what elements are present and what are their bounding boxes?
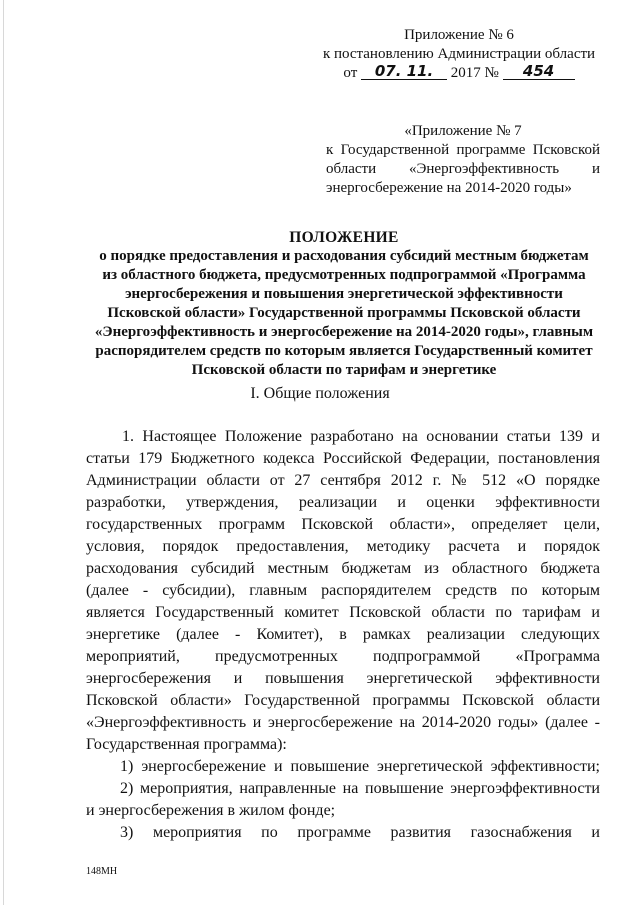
body-line: разработки, утверждения, реализации и оценки эффективности (86, 494, 600, 511)
footer-code: 148МН (86, 866, 118, 877)
amendment-line-4: энергосбережение на 2014-2020 годы» (326, 180, 572, 196)
approval-resolution-ref: к постановлению Администрации области (322, 46, 596, 62)
body-line: «Энергоэффективность и энергосбережение на 2014-2020 годы» (далее - (86, 714, 600, 731)
body-line: расходования субсидий местным бюджетам из областного бюджета (86, 560, 600, 577)
title-heading: ПОЛОЖЕНИЕ (289, 229, 399, 246)
body-line: 3) мероприятия по программе развития газоснабжения и (120, 824, 600, 841)
body-line: 1. Настоящее Положение разработано на основании статьи 139 и (122, 428, 600, 445)
body-line: является Государственный комитет Псковской области по тарифам и (86, 604, 600, 621)
body-line: энергосбережения и повышения энергетической эффективности (86, 670, 600, 687)
section-heading: I. Общие положения (250, 385, 390, 402)
approval-date-line (318, 64, 600, 83)
title-line: Псковской области» Государственной программы Псковской области (107, 305, 581, 321)
body-line: Государственная программа): (86, 736, 287, 753)
amendment-annex-number: «Приложение № 7 (404, 123, 522, 139)
handwritten-date: 07. 11. (361, 63, 447, 80)
body-line: и энергосбережения в жилом фонде; (86, 802, 336, 819)
body-line: (далее - субсидии), главным распорядителем средств по которым (86, 582, 600, 599)
handwritten-number: 454 (503, 63, 575, 80)
body-line: 2) мероприятия, направленные на повышение энергоэффективности (120, 780, 600, 797)
body-line: 1) энергосбережение и повышение энергетической эффективности; (120, 758, 600, 775)
body-line: статьи 179 Бюджетного кодекса Российской Федерации, постановления (86, 450, 600, 467)
body-line: условия, порядок предоставления, методику расчета и порядок (86, 538, 600, 555)
amendment-block (326, 122, 600, 198)
title-line: энергосбережения и повышения энергетической эффективности (125, 286, 563, 302)
title-line: Псковской области по тарифам и энергетике (191, 362, 497, 378)
body-text (86, 426, 600, 844)
title-line: «Энергоэффективность и энергосбережение на 2014-2020 годы», главным (94, 324, 594, 340)
body-line: Псковской области» Государственной программы Псковской области (86, 692, 600, 709)
body-line: Администрации области от 27 сентября 2012 г. № 512 «О порядке (86, 472, 600, 489)
body-line: энергетике (далее - Комитет), в рамках реализации следующих (86, 626, 600, 643)
scan-edge-line (3, 0, 4, 905)
date-prefix: от (343, 65, 358, 81)
document-title (78, 228, 610, 380)
body-line: мероприятий, предусмотренных подпрограммой «Программа (86, 648, 600, 665)
amendment-line-3: области «Энергоэффективность и (326, 161, 600, 177)
body-line: государственных программ Псковской области», определяет цели, (86, 516, 600, 533)
approval-annex-number: Приложение № 6 (404, 27, 514, 43)
title-line: о порядке предоставления и расходования субсидий местным бюджетам (99, 248, 589, 264)
approval-block (318, 26, 600, 83)
approval-year: 2017 № (450, 65, 499, 81)
amendment-line-2: к Государственной программе Псковской (326, 142, 600, 158)
title-line: из областного бюджета, предусмотренных подпрограммой «Программа (102, 267, 586, 283)
title-line: распорядителем средств по которым является Государственный комитет (95, 343, 593, 359)
